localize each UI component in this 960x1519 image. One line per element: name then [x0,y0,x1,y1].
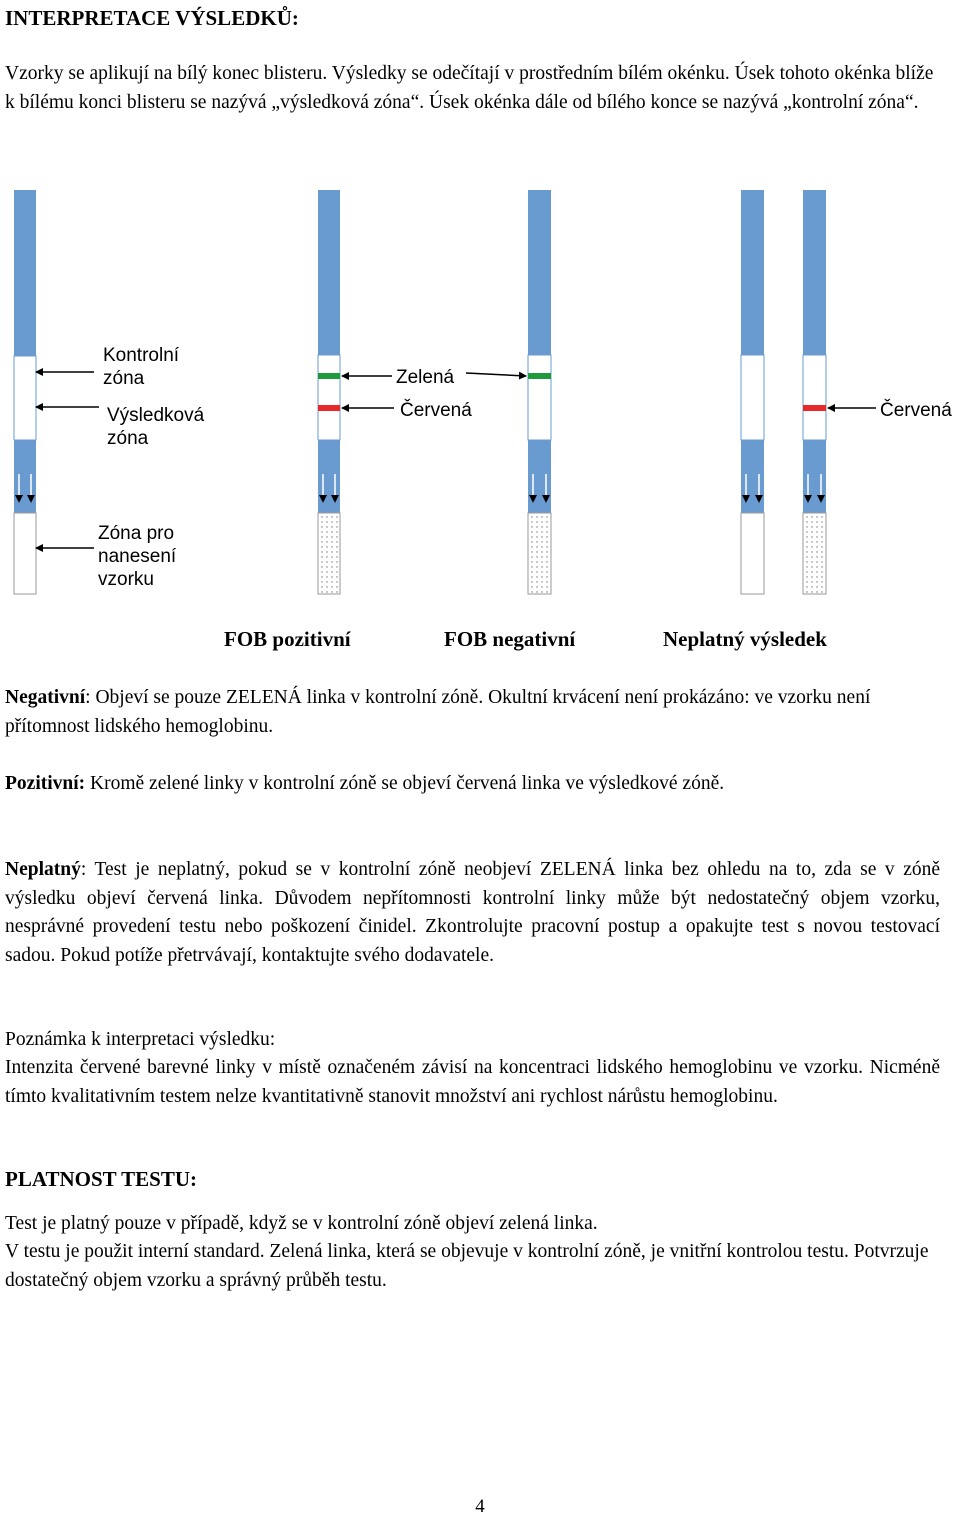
caption-fob-negative: FOB negativní [444,627,576,651]
invalid-text: : Test je neplatný, pokud se v kontrolní zóně neobjeví ZELENÁ linka bez ohledu na to, zda se v zóně výsledku objeví červená linka. Důvodem nepřítomnosti kontrolní linky může být nedostatečný objem vzorku, nesprávné provedení testu nebo poškození činidel. Zkontrolujte pracovní postup a opakujte test s novou testovací sadou. Pokud potíže přetrvávají, kontaktujte svého dodavatele. [5,859,940,966]
intro-paragraph: Vzorky se aplikují na bílý konec blisteru. Výsledky se odečítají v prostředním bílém okénku. Úsek tohoto okénka blíže k bílému konci blisteru se nazývá „výsledková zóna“. Úsek okénka dále od bílého konce se nazývá „kontrolní zóna“. [5,63,934,113]
negative-paragraph [5,684,940,741]
blister-strip-negative [528,190,551,594]
label-control-zone-2: zóna [103,368,145,389]
label-sample-zone-2: nanesení [98,546,177,567]
note-text: Intenzita červené barevné linky v místě označeném závisí na koncentraci lidského hemoglobinu ve vzorku. Nicméně tímto kvalitativním testem nelze kvantitativně stanovit množství ani rychlost nárůstu hemoglobinu. [5,1057,940,1107]
label-result-zone-2: zóna [107,428,149,449]
blister-strip-positive [318,190,340,594]
note-title: Poznámka k interpretaci výsledku: [5,1029,276,1050]
invalid-paragraph [5,856,940,970]
negative-text: : Objeví se pouze ZELENÁ linka v kontrolní zóně. Okultní krvácení není prokázáno: ve vzorku není přítomnost lidského hemoglobinu. [5,687,871,737]
label-green-line: Zelená [396,367,455,388]
control-line-green [318,373,340,379]
label-result-zone-1: Výsledková [107,405,205,426]
label-red-line-positive: Červená [400,400,472,421]
validity-paragraph-2: V testu je použit interní standard. Zelená linka, která se objevuje v kontrolní zóně, je vnitřní kontrolou testu. Potvrzuje dostatečný objem vzorku a správný průběh testu. [5,1241,929,1291]
invalid-label: Neplatný [5,859,81,880]
blister-strip-invalid-red [803,190,826,594]
positive-text: Kromě zelené linky v kontrolní zóně se objeví červená linka ve výsledkové zóně. [85,773,725,794]
blister-diagram [0,180,960,620]
validity-paragraph-1: Test je platný pouze v případě, když se v kontrolní zóně objeví zelená linka. [5,1213,598,1234]
caption-fob-positive: FOB pozitivní [224,627,351,651]
blister-strip-invalid-empty [741,190,764,594]
page-number: 4 [475,1496,485,1517]
positive-paragraph [5,770,940,799]
positive-label: Pozitivní: [5,773,86,794]
result-line-red [803,405,826,411]
result-line-red [318,405,340,411]
label-red-line-invalid: Červená [880,400,952,421]
label-control-zone-1: Kontrolní [103,345,180,366]
control-line-green [528,373,551,379]
section-heading-validity: PLATNOST TESTU: [5,1167,197,1191]
label-sample-zone-3: vzorku [98,569,154,590]
negative-label: Negativní [5,687,86,708]
caption-invalid-result: Neplatný výsledek [663,627,827,651]
section-heading-interpretation: INTERPRETACE VÝSLEDKŮ: [5,6,299,30]
label-sample-zone-1: Zóna pro [98,523,175,544]
blister-strip-reference [14,190,36,594]
